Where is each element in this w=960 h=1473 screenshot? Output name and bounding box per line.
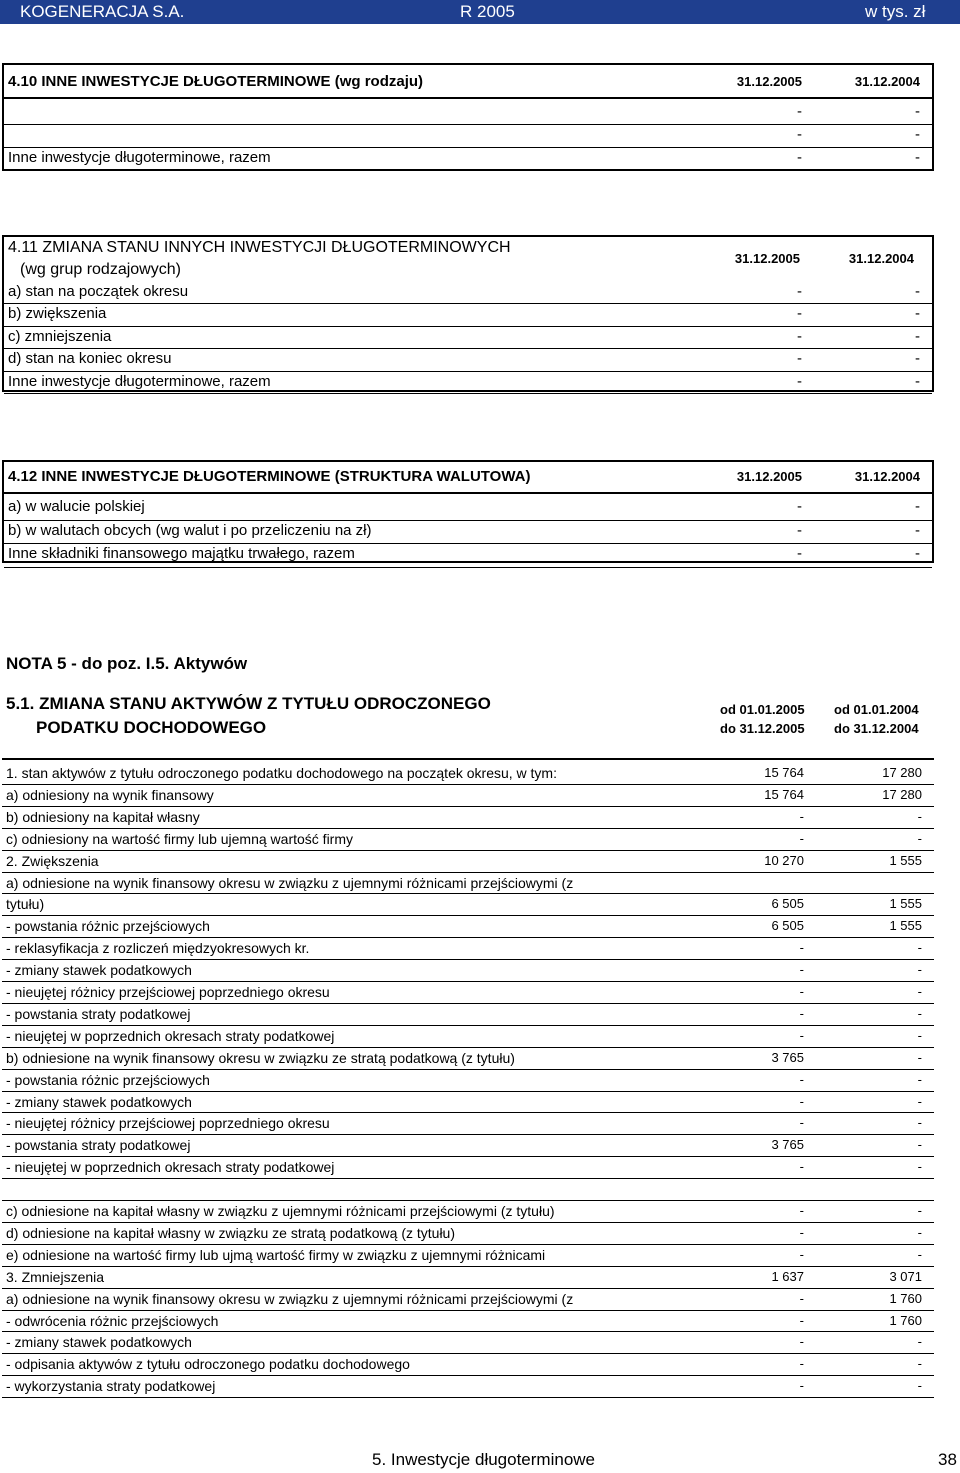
value-col2: - <box>917 1071 922 1087</box>
footer-section: 5. Inwestycje długoterminowe <box>372 1450 596 1469</box>
value-col2: - <box>917 1115 922 1131</box>
value-col2: - <box>917 1246 922 1262</box>
divider <box>4 492 932 494</box>
value-col1: - <box>799 1093 804 1109</box>
value-col1: - <box>799 1378 804 1394</box>
page-number: 38 <box>938 1450 957 1469</box>
value-col2: - <box>915 149 920 166</box>
value-col2: 1 760 <box>889 1290 922 1306</box>
value-col2: - <box>917 962 922 978</box>
value-col2: - <box>917 1224 922 1240</box>
value-col1: - <box>799 984 804 999</box>
row-label: a) w walucie polskiej <box>8 498 145 515</box>
value-col1: 10 270 <box>764 852 804 868</box>
row-label: 3. Zmniejszenia <box>6 1268 105 1285</box>
row-divider <box>4 567 932 568</box>
row-label: Inne inwestycje długoterminowe, razem <box>8 149 271 166</box>
row-label: a) odniesione na wynik finansowy okresu w związku z ujemnymi różnicami przejściowymi (z <box>6 874 574 891</box>
value-col1: 3 765 <box>771 1137 804 1153</box>
value-col2: - <box>917 830 922 846</box>
company-name: KOGENERACJA S.A. <box>20 2 185 21</box>
section-4-10 <box>2 63 934 171</box>
row-label: d) stan na koniec okresu <box>8 350 172 368</box>
value-col1: - <box>799 940 804 956</box>
value-col2: - <box>915 372 920 390</box>
row-divider <box>2 1178 934 1179</box>
row-label: - powstania różnic przejściowych <box>6 1071 210 1088</box>
section-4-11 <box>2 235 934 392</box>
row-label: e) odniesione na wartość firmy lub ujmą wartość firmy w związku z ujemnymi różnicami <box>6 1246 546 1263</box>
value-col1: 15 764 <box>764 786 804 802</box>
value-col2: - <box>917 1027 922 1043</box>
row-label: b) odniesiony na kapitał własny <box>6 808 200 825</box>
value-col1: - <box>799 1159 804 1175</box>
row-label: - zmiany stawek podatkowych <box>6 962 192 979</box>
row-label: 2. Zwiększenia <box>6 852 99 869</box>
row-label: Inne inwestycje długoterminowe, razem <box>8 372 271 390</box>
value-col1: 6 505 <box>771 918 804 934</box>
col2-from: od 01.01.2004 <box>834 702 919 717</box>
value-col1: - <box>799 1290 804 1306</box>
value-col2: - <box>915 103 920 120</box>
row-label: b) w walutach obcych (wg walut i po przeliczeniu na zł) <box>8 521 372 539</box>
row-label: - powstania różnic przejściowych <box>6 918 210 935</box>
row-label: - powstania straty podatkowej <box>6 1005 191 1022</box>
value-col2: - <box>915 498 920 515</box>
value-col2: 1 555 <box>889 852 922 868</box>
value-col2: - <box>915 545 920 562</box>
value-col1: - <box>799 1224 804 1240</box>
row-label: - nieujętej różnicy przejściowej poprzedniego okresu <box>6 984 330 1000</box>
value-col2: - <box>917 1137 922 1153</box>
value-col2: 17 280 <box>882 765 922 780</box>
col-header-2004: 31.12.2004 <box>854 74 920 89</box>
row-label: Inne składniki finansowego majątku trwałego, razem <box>8 545 355 562</box>
row-label: - nieujętej różnicy przejściowej poprzedniego okresu <box>6 1115 330 1132</box>
col-header-2004: 31.12.2004 <box>848 251 914 266</box>
value-col2: 1 760 <box>889 1312 922 1328</box>
value-col2: - <box>917 1049 922 1065</box>
col-header-2005: 31.12.2005 <box>736 469 802 484</box>
value-col1: 3 765 <box>771 1049 804 1065</box>
row-divider <box>4 170 932 171</box>
value-col1: - <box>797 126 802 143</box>
value-col1: - <box>799 1246 804 1262</box>
row-label: - wykorzystania straty podatkowej <box>6 1378 216 1395</box>
unit-label: w tys. zł <box>865 2 926 21</box>
value-col1: - <box>797 103 802 120</box>
value-col2: - <box>917 940 922 956</box>
value-col1: - <box>797 545 802 562</box>
row-label: - nieujętej w poprzednich okresach straty podatkowej <box>6 1027 335 1044</box>
section-title: 4.12 INNE INWESTYCJE DŁUGOTERMINOWE (STRUKTURA WALUTOWA) <box>8 468 531 485</box>
col-header-2005: 31.12.2005 <box>734 251 800 266</box>
row-label: - powstania straty podatkowej <box>6 1137 191 1154</box>
value-col2: 3 071 <box>889 1268 922 1284</box>
section-4-12 <box>2 460 934 563</box>
value-col2: - <box>917 984 922 999</box>
col1-from: od 01.01.2005 <box>720 702 805 717</box>
row-label: c) odniesione na kapitał własny w związku z ujemnymi różnicami przejściowymi (z tytułu) <box>6 1203 555 1219</box>
row-label: d) odniesione na kapitał własny w związku ze stratą podatkową (z tytułu) <box>6 1224 455 1241</box>
col2-to: do 31.12.2004 <box>834 721 919 736</box>
section-5-1-header <box>2 692 934 750</box>
value-col2: - <box>915 283 920 300</box>
row-label: c) odniesiony na wartość firmy lub ujemną wartość firmy <box>6 830 354 847</box>
value-col2: - <box>915 305 920 323</box>
row-label: a) odniesione na wynik finansowy okresu w związku z ujemnymi różnicami przejściowymi (z <box>6 1290 574 1307</box>
row-label: b) odniesione na wynik finansowy okresu w związku ze stratą podatkową (z tytułu) <box>6 1049 515 1066</box>
value-col1: - <box>799 962 804 978</box>
row-label: - odwrócenia różnic przejściowych <box>6 1312 219 1329</box>
value-col1: 15 764 <box>764 765 804 780</box>
col-header-2004: 31.12.2004 <box>854 469 920 484</box>
row-label: - nieujętej w poprzednich okresach straty podatkowej <box>6 1159 335 1176</box>
value-col1: - <box>797 372 802 390</box>
value-col2: - <box>915 350 920 368</box>
value-col1: - <box>799 1071 804 1087</box>
value-col1: - <box>797 498 802 515</box>
value-col1: - <box>797 350 802 368</box>
value-col1: - <box>797 521 802 539</box>
value-col1: 1 637 <box>771 1268 804 1284</box>
value-col1: - <box>799 830 804 846</box>
col-header-2005: 31.12.2005 <box>736 74 802 89</box>
value-col2: - <box>917 1005 922 1021</box>
row-label: b) zwiększenia <box>8 305 107 323</box>
row-label: - reklasyfikacja z rozliczeń międzyokresowych kr. <box>6 940 310 957</box>
section-5-1-table <box>2 758 934 1396</box>
col1-to: do 31.12.2005 <box>720 721 805 736</box>
row-label: a) stan na początek okresu <box>8 283 189 300</box>
report-name: R 2005 <box>460 2 515 21</box>
value-col2: 1 555 <box>889 918 922 934</box>
value-col2: - <box>917 1159 922 1175</box>
row-label: tytułu) <box>6 896 45 913</box>
value-col2: - <box>915 126 920 143</box>
section-title-line2: (wg grup rodzajowych) <box>20 261 181 278</box>
value-col2: - <box>917 808 922 824</box>
page-header <box>0 0 960 24</box>
value-col2: 1 555 <box>889 896 922 912</box>
value-col1: - <box>799 1027 804 1043</box>
row-label: - zmiany stawek podatkowych <box>6 1093 192 1110</box>
divider <box>4 97 932 99</box>
value-col1: - <box>797 149 802 166</box>
value-col1: - <box>799 1005 804 1021</box>
section-title-line1: 4.11 ZMIANA STANU INNYCH INWESTYCJI DŁUGOTERMINOWYCH <box>8 239 511 256</box>
row-label: - zmiany stawek podatkowych <box>6 1334 192 1351</box>
value-col2: - <box>917 1093 922 1109</box>
value-col2: - <box>917 1378 922 1394</box>
row-divider <box>4 393 932 394</box>
section-title-line1: 5.1. ZMIANA STANU AKTYWÓW Z TYTUŁU ODROCZONEGO <box>6 694 491 713</box>
value-col2: - <box>917 1334 922 1350</box>
row-label: - odpisania aktywów z tytułu odroczonego podatku dochodowego <box>6 1356 410 1373</box>
value-col2: 17 280 <box>882 786 922 802</box>
value-col2: - <box>915 521 920 539</box>
value-col1: - <box>799 1312 804 1328</box>
row-label: c) zmniejszenia <box>8 327 112 345</box>
value-col1: - <box>799 1356 804 1372</box>
section-title: 4.10 INNE INWESTYCJE DŁUGOTERMINOWE (wg rodzaju) <box>8 73 424 90</box>
value-col1: - <box>797 305 802 323</box>
nota-title: NOTA 5 - do poz. I.5. Aktywów <box>6 654 248 673</box>
value-col2: - <box>917 1203 922 1218</box>
value-col1: - <box>799 1334 804 1350</box>
value-col2: - <box>915 327 920 345</box>
section-title-line2: PODATKU DOCHODOWEGO <box>36 718 267 737</box>
value-col1: - <box>797 283 802 300</box>
row-label: a) odniesiony na wynik finansowy <box>6 786 214 803</box>
value-col1: - <box>799 1115 804 1131</box>
value-col1: 6 505 <box>771 896 804 912</box>
value-col2: - <box>917 1356 922 1372</box>
value-col1: - <box>799 808 804 824</box>
value-col1: - <box>797 327 802 345</box>
row-label: 1. stan aktywów z tytułu odroczonego podatku dochodowego na początek okresu, w tym: <box>6 765 557 781</box>
row-divider <box>2 1397 934 1398</box>
value-col1: - <box>799 1203 804 1218</box>
